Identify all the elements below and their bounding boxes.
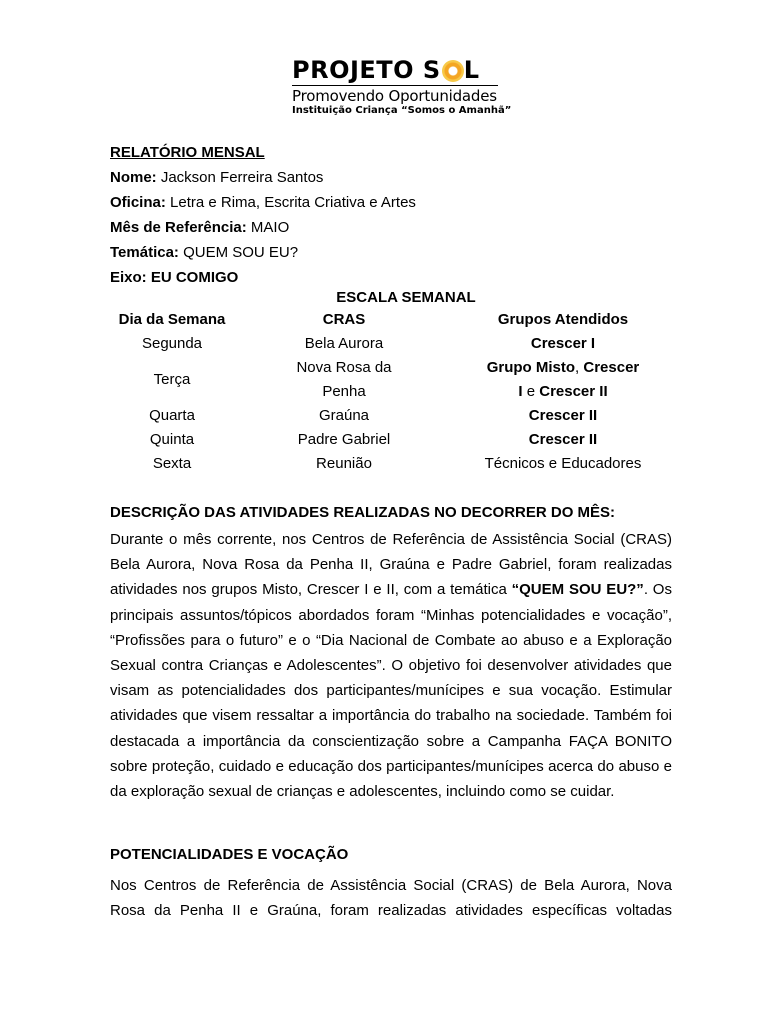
groups-line-2 bbox=[454, 380, 672, 404]
logo-subtitle: Promovendo Oportunidades bbox=[292, 87, 497, 105]
eixo-line bbox=[110, 265, 672, 290]
potentials-paragraph: Nos Centros de Referência de Assistência Social (CRAS) de Bela Aurora, Nova Rosa da Penha II e Graúna, foram realizadas atividades específicas voltadas bbox=[110, 877, 672, 920]
tematica-value: QUEM SOU EU? bbox=[178, 244, 299, 261]
oficina-label: Oficina: bbox=[110, 194, 166, 211]
schedule-table bbox=[110, 308, 672, 476]
cell-day: Segunda bbox=[141, 335, 203, 352]
logo-title bbox=[292, 56, 504, 84]
logo-rule bbox=[292, 85, 498, 86]
cell-day: Quarta bbox=[149, 407, 195, 424]
groups-sep: , bbox=[575, 359, 584, 376]
logo-institution: Instituição Criança “Somos o Amanhã” bbox=[292, 105, 512, 116]
column-header-groups: Grupos Atendidos bbox=[497, 311, 629, 328]
groups-line-1 bbox=[454, 356, 672, 380]
cell-groups bbox=[454, 428, 672, 452]
eixo-text: Eixo: EU COMIGO bbox=[110, 269, 239, 286]
description-paragraph bbox=[110, 527, 672, 804]
logo-title-left: PROJETO S bbox=[292, 56, 441, 84]
cell-day: Terça bbox=[153, 371, 191, 388]
groups-text: Crescer II bbox=[528, 431, 598, 448]
groups-text: Grupo Misto bbox=[486, 359, 576, 376]
cell-cras: Padre Gabriel bbox=[297, 431, 391, 448]
cell-groups bbox=[454, 356, 672, 404]
section-heading-potentials: POTENCIALIDADES E VOCAÇÃO bbox=[110, 846, 349, 864]
description-text-b: . Os principais assuntos/tópicos abordados foram “Minhas potencialidades e vocação”, “Profissões para o futuro” e o “Dia Nacional de Combate ao abuso e a Exploração Sexual contra Crianças e Adolescentes”. O objetivo foi desenvolver atividades que visam as potencialidades dos participantes/munícipes e sua vocação. Estimular atividades que visem ressaltar a importância do trabalho na sociedade. Também foi destacada a importância da conscientização sobre a Campanha FAÇA BONITO sobre proteção, cuidado e educação dos participantes/munícipes acerca do abuso e da exploração sexual de crianças e adolescentes, incluindo como se cuidar. bbox=[110, 581, 672, 801]
nome-line bbox=[110, 165, 672, 190]
nome-value: Jackson Ferreira Santos bbox=[156, 169, 324, 186]
cras-line-2: Penha bbox=[322, 383, 366, 400]
projeto-sol-logo bbox=[292, 56, 512, 117]
report-title bbox=[110, 140, 672, 165]
cell-groups: Técnicos e Educadores bbox=[484, 455, 642, 472]
table-row bbox=[110, 452, 672, 476]
cell-groups bbox=[454, 404, 672, 428]
cell-cras: Bela Aurora bbox=[304, 335, 384, 352]
cell-day: Sexta bbox=[152, 455, 192, 472]
cras-line-1: Nova Rosa da bbox=[296, 359, 392, 376]
table-row bbox=[110, 356, 672, 404]
table-header-row bbox=[110, 308, 672, 332]
groups-text: Crescer II bbox=[528, 407, 598, 424]
tematica-line bbox=[110, 240, 672, 265]
cell-cras: Graúna bbox=[318, 407, 370, 424]
cell-day: Quinta bbox=[149, 431, 195, 448]
tematica-label: Temática: bbox=[110, 244, 179, 261]
table-row bbox=[110, 332, 672, 356]
nome-label: Nome: bbox=[110, 169, 157, 186]
report-title-text: RELATÓRIO MENSAL bbox=[110, 144, 265, 161]
schedule-title: ESCALA SEMANAL bbox=[336, 289, 476, 306]
mes-value: MAIO bbox=[246, 219, 290, 236]
sun-logo-icon bbox=[442, 60, 464, 82]
column-header-cras: CRAS bbox=[322, 311, 366, 328]
mes-line bbox=[110, 215, 672, 240]
groups-text: I bbox=[518, 383, 523, 400]
groups-text: Crescer bbox=[583, 359, 640, 376]
mes-label: Mês de Referência: bbox=[110, 219, 247, 236]
cell-groups bbox=[454, 332, 672, 356]
column-header-day: Dia da Semana bbox=[118, 311, 226, 328]
description-bold: “QUEM SOU EU?” bbox=[511, 581, 644, 599]
logo-title-right: L bbox=[463, 56, 480, 84]
oficina-value: Letra e Rima, Escrita Criativa e Artes bbox=[165, 194, 416, 211]
cell-cras bbox=[234, 356, 454, 404]
table-row bbox=[110, 404, 672, 428]
groups-text: Crescer II bbox=[539, 383, 608, 400]
cell-cras: Reunião bbox=[316, 455, 372, 472]
description-text-a: Durante o mês corrente, nos Centros de Referência de Assistência Social (CRAS) Bela Aurora, Nova Rosa da Penha II, Graúna e Padre Gabriel, foram realizadas atividades nos grupos Misto, Crescer I e II, com a temática bbox=[110, 531, 672, 599]
oficina-line bbox=[110, 190, 672, 215]
groups-sep: e bbox=[522, 383, 540, 400]
table-row bbox=[110, 428, 672, 452]
section-heading-description: DESCRIÇÃO DAS ATIVIDADES REALIZADAS NO DECORRER DO MÊS: bbox=[110, 504, 616, 521]
document-body bbox=[110, 140, 672, 924]
groups-text: Crescer I bbox=[530, 335, 596, 352]
